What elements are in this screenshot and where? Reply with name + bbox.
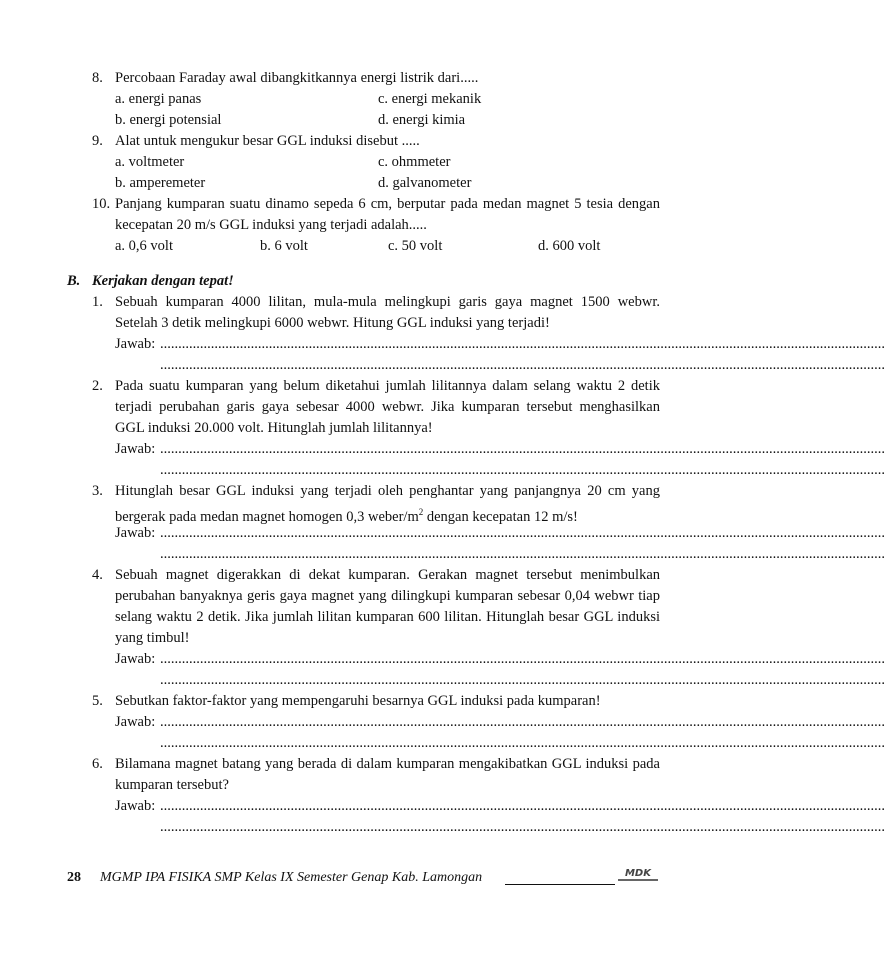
essay-3-superscript: 2	[418, 507, 424, 517]
question-10-option-b: b. 6 volt	[260, 238, 308, 254]
essay-2-line-1: Pada suatu kumparan yang belum diketahui jumlah lilitannya dalam selang waktu 2 detik	[115, 378, 660, 394]
essay-4-line-1: Sebuah magnet digerakkan di dekat kumparan. Gerakan magnet tersebut menimbulkan	[115, 567, 660, 583]
essay-6-answer-line-1[interactable]: ........................................................................................................................................................................................................	[160, 798, 885, 814]
question-10-line-2: kecepatan 20 m/s GGL induksi yang terjadi adalah.....	[115, 217, 427, 233]
essay-3-line-2-pre: bergerak pada medan magnet homogen 0,3 weber/m	[115, 508, 419, 525]
page-number: 28	[67, 870, 81, 885]
question-9-text: Alat untuk mengukur besar GGL induksi disebut .....	[115, 133, 420, 149]
essay-6-number: 6.	[92, 756, 103, 772]
essay-1-number: 1.	[92, 294, 103, 310]
essay-2-answer-line-2[interactable]: ........................................................................................................................................................................................................	[160, 462, 885, 478]
essay-5-answer-line-2[interactable]: ........................................................................................................................................................................................................	[160, 735, 885, 751]
publisher-logo-icon	[615, 864, 661, 886]
essay-5-answer-label: Jawab:	[115, 714, 156, 730]
essay-2-line-3: GGL induksi 20.000 volt. Hitunglah jumlah lilitannya!	[115, 420, 433, 436]
question-10-option-a: a. 0,6 volt	[115, 238, 173, 254]
footer-text: MGMP IPA FISIKA SMP Kelas IX Semester Genap Kab. Lamongan	[100, 870, 483, 885]
question-8-option-c: c. energi mekanik	[378, 91, 482, 107]
essay-2-number: 2.	[92, 378, 103, 394]
essay-3-line-1: Hitunglah besar GGL induksi yang terjadi oleh penghantar yang panjangnya 20 cm yang	[115, 483, 660, 499]
essay-3-answer-label: Jawab:	[115, 525, 156, 541]
essay-2-answer-label: Jawab:	[115, 441, 156, 457]
essay-3-number: 3.	[92, 483, 103, 499]
question-10-number: 10.	[92, 196, 111, 212]
essay-1-answer-line-1[interactable]: ........................................................................................................................................................................................................	[160, 336, 885, 352]
essay-3-answer-line-1[interactable]: ........................................................................................................................................................................................................	[160, 525, 885, 541]
section-b-letter: B.	[67, 273, 81, 289]
question-8-option-d: d. energi kimia	[378, 112, 466, 128]
essay-6-line-2: kumparan tersebut?	[115, 777, 229, 793]
essay-1-line-2: Setelah 3 detik melingkupi 6000 webwr. Hitung GGL induksi yang terjadi!	[115, 315, 550, 331]
essay-4-answer-label: Jawab:	[115, 651, 156, 667]
essay-4-answer-line-1[interactable]: ........................................................................................................................................................................................................	[160, 651, 885, 667]
section-b-heading: Kerjakan dengan tepat!	[92, 273, 234, 289]
essay-5-line-1: Sebutkan faktor-faktor yang mempengaruhi besarnya GGL induksi pada kumparan!	[115, 693, 601, 709]
publisher-logo-text: MDK	[624, 868, 652, 879]
essay-1-answer-line-2[interactable]: ........................................................................................................................................................................................................	[160, 357, 885, 373]
essay-4-answer-line-2[interactable]: ........................................................................................................................................................................................................	[160, 672, 885, 688]
essay-5-answer-line-1[interactable]: ........................................................................................................................................................................................................	[160, 714, 885, 730]
footer-rule	[505, 884, 615, 885]
essay-4-number: 4.	[92, 567, 103, 583]
question-10-option-c: c. 50 volt	[388, 238, 443, 254]
publisher-logo-bar	[618, 879, 658, 881]
essay-6-answer-line-2[interactable]: ........................................................................................................................................................................................................	[160, 819, 885, 835]
essay-6-line-1: Bilamana magnet batang yang berada di dalam kumparan mengakibatkan GGL induksi pada	[115, 756, 660, 772]
question-8-text: Percobaan Faraday awal dibangkitkannya energi listrik dari.....	[115, 70, 479, 86]
essay-3-answer-line-2[interactable]: ........................................................................................................................................................................................................	[160, 546, 885, 562]
essay-1-line-1: Sebuah kumparan 4000 lilitan, mula-mula melingkupi garis gaya magnet 1500 webwr.	[115, 294, 660, 310]
essay-2-answer-line-1[interactable]: ........................................................................................................................................................................................................	[160, 441, 885, 457]
question-8-number: 8.	[92, 70, 103, 86]
question-10-line-1: Panjang kumparan suatu dinamo sepeda 6 cm, berputar pada medan magnet 5 tesia dengan	[115, 196, 660, 212]
essay-4-line-4: yang timbul!	[115, 630, 190, 646]
question-9-option-c: c. ohmmeter	[378, 154, 451, 170]
question-9-option-b: b. amperemeter	[115, 175, 206, 191]
question-9-option-a: a. voltmeter	[115, 154, 185, 170]
question-8-option-b: b. energi potensial	[115, 112, 222, 128]
essay-6-answer-label: Jawab:	[115, 798, 156, 814]
essay-2-line-2: terjadi perubahan garis gaya sebesar 4000 webwr. Jika kumparan tersebut menghasilkan	[115, 399, 660, 415]
question-9-option-d: d. galvanometer	[378, 175, 472, 191]
essay-3-line-2-post: dengan kecepatan 12 m/s!	[423, 508, 578, 525]
essay-4-line-3: selang waktu 2 detik. Jika jumlah lilitan kumparan 600 lilitan. Hitunglah besar GGL induksi	[115, 609, 660, 625]
question-9-number: 9.	[92, 133, 103, 149]
essay-4-line-2: perubahan banyaknya geris gaya magnet yang dilingkupi kumparan sebesar 0,04 webwr tiap	[115, 588, 660, 604]
question-10-option-d: d. 600 volt	[538, 238, 601, 254]
question-8-option-a: a. energi panas	[115, 91, 202, 107]
essay-1-answer-label: Jawab:	[115, 336, 156, 352]
essay-5-number: 5.	[92, 693, 103, 709]
